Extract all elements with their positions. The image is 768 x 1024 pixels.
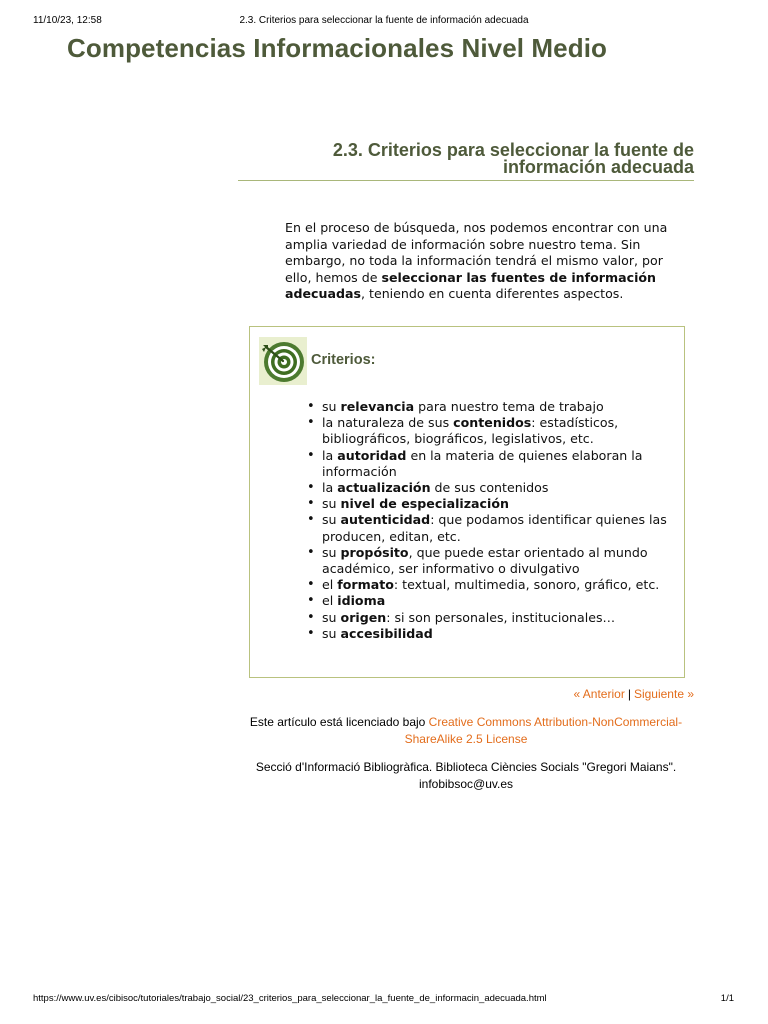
criteria-box [249,326,685,678]
footer-email: infobibsoc@uv.es [418,777,513,791]
criteria-item [322,448,682,480]
criteria-item [322,577,682,593]
criteria-item-keyword: autenticidad [340,512,431,528]
criteria-item-pre: su [322,609,341,625]
criteria-item [322,415,682,447]
footer-organization: Secció d'Informació Bibliogràfica. Biblioteca Ciències Socials "Gregori Maians". [255,760,677,774]
print-url: https://www.uv.es/cibisoc/tutoriales/trabajo_social/23_criterios_para_seleccionar_la_fuente_de_informacin_adecuada.html [33,993,547,1004]
next-link[interactable]: Siguiente » [633,687,694,701]
criteria-item-post: : textual, multimedia, sonoro, gráfico, etc. [393,577,660,593]
criteria-item-post: para nuestro tema de trabajo [414,399,604,414]
print-date: 11/10/23, 12:58 [33,15,102,26]
criteria-item-pre: la [322,480,338,496]
criteria-item [322,480,682,496]
section-heading [238,142,694,176]
pagination-nav [238,687,694,701]
intro-bold: seleccionar las fuentes de información adecuadas [285,269,657,301]
criteria-item-keyword: nivel de especialización [340,496,509,512]
criteria-title: Criterios: [311,352,376,368]
target-icon [259,337,307,385]
criteria-item-post: , que puede estar orientado al mundo académico, ser informativo o divulgativo [322,544,648,577]
criteria-item-keyword: formato [337,577,394,593]
print-header [0,15,768,29]
criteria-item-pre: su [322,399,341,414]
criteria-item-keyword: accesibilidad [340,625,433,641]
criteria-item [322,512,682,544]
criteria-item [322,399,682,415]
heading-divider [238,180,694,181]
site-title: Competencias Informacionales Nivel Medio [67,33,608,63]
criteria-item-pre: la [322,447,338,463]
criteria-item [322,593,682,609]
criteria-item-pre: su [322,544,341,560]
footer-info [238,759,694,793]
intro-paragraph [285,220,685,303]
criteria-item-pre: el [322,593,338,609]
criteria-item [322,496,682,512]
criteria-item-keyword: propósito [340,544,409,560]
criteria-item-keyword: contenidos [453,415,532,431]
print-footer [0,993,768,1007]
criteria-item-post: : si son personales, institucionales… [386,609,616,625]
criteria-item-post: : estadísticos, bibliográficos, biográficos, legislativos, etc. [322,415,619,447]
print-page-count: 1/1 [720,993,734,1004]
criteria-item-keyword: origen [340,609,387,625]
license-text: Este artículo está licenciado bajo [249,715,429,729]
criteria-item-pre: su [322,625,341,641]
criteria-list [276,399,682,642]
license-link[interactable]: Creative Commons Attribution-NonCommercial-ShareAlike 2.5 License [404,715,683,746]
criteria-item [322,626,682,642]
criteria-item-pre: su [322,512,341,528]
section-heading-line2: información adecuada [502,157,694,177]
criteria-item-keyword: relevancia [340,399,415,414]
criteria-item-post: : que podamos identificar quienes las producen, editan, etc. [322,512,667,544]
previous-link[interactable]: « Anterior [573,687,625,701]
nav-separator: | [627,687,631,701]
criteria-item-post: en la materia de quienes elaboran la información [322,447,643,479]
license-notice [238,714,694,748]
criteria-item-post: de sus contenidos [430,480,549,496]
criteria-item-keyword: actualización [337,480,431,496]
intro-text-before: En el proceso de búsqueda, nos podemos encontrar con una amplia variedad de información sobre nuestro tema. Sin embargo, no toda la información tendrá el mismo valor, por ello, hemos de [285,220,668,285]
criteria-item [322,545,682,577]
intro-text-after: , teniendo en cuenta diferentes aspectos. [361,286,624,301]
criteria-item-pre: la naturaleza de sus [322,415,454,431]
section-heading-line1: 2.3. Criterios para seleccionar la fuente de [332,140,694,160]
print-doc-title: 2.3. Criterios para seleccionar la fuente de información adecuada [239,15,529,26]
criteria-item-keyword: autoridad [337,447,407,463]
criteria-item-pre: el [322,577,338,593]
criteria-item-keyword: idioma [337,593,386,609]
criteria-item [322,610,682,626]
criteria-item-pre: su [322,496,341,512]
